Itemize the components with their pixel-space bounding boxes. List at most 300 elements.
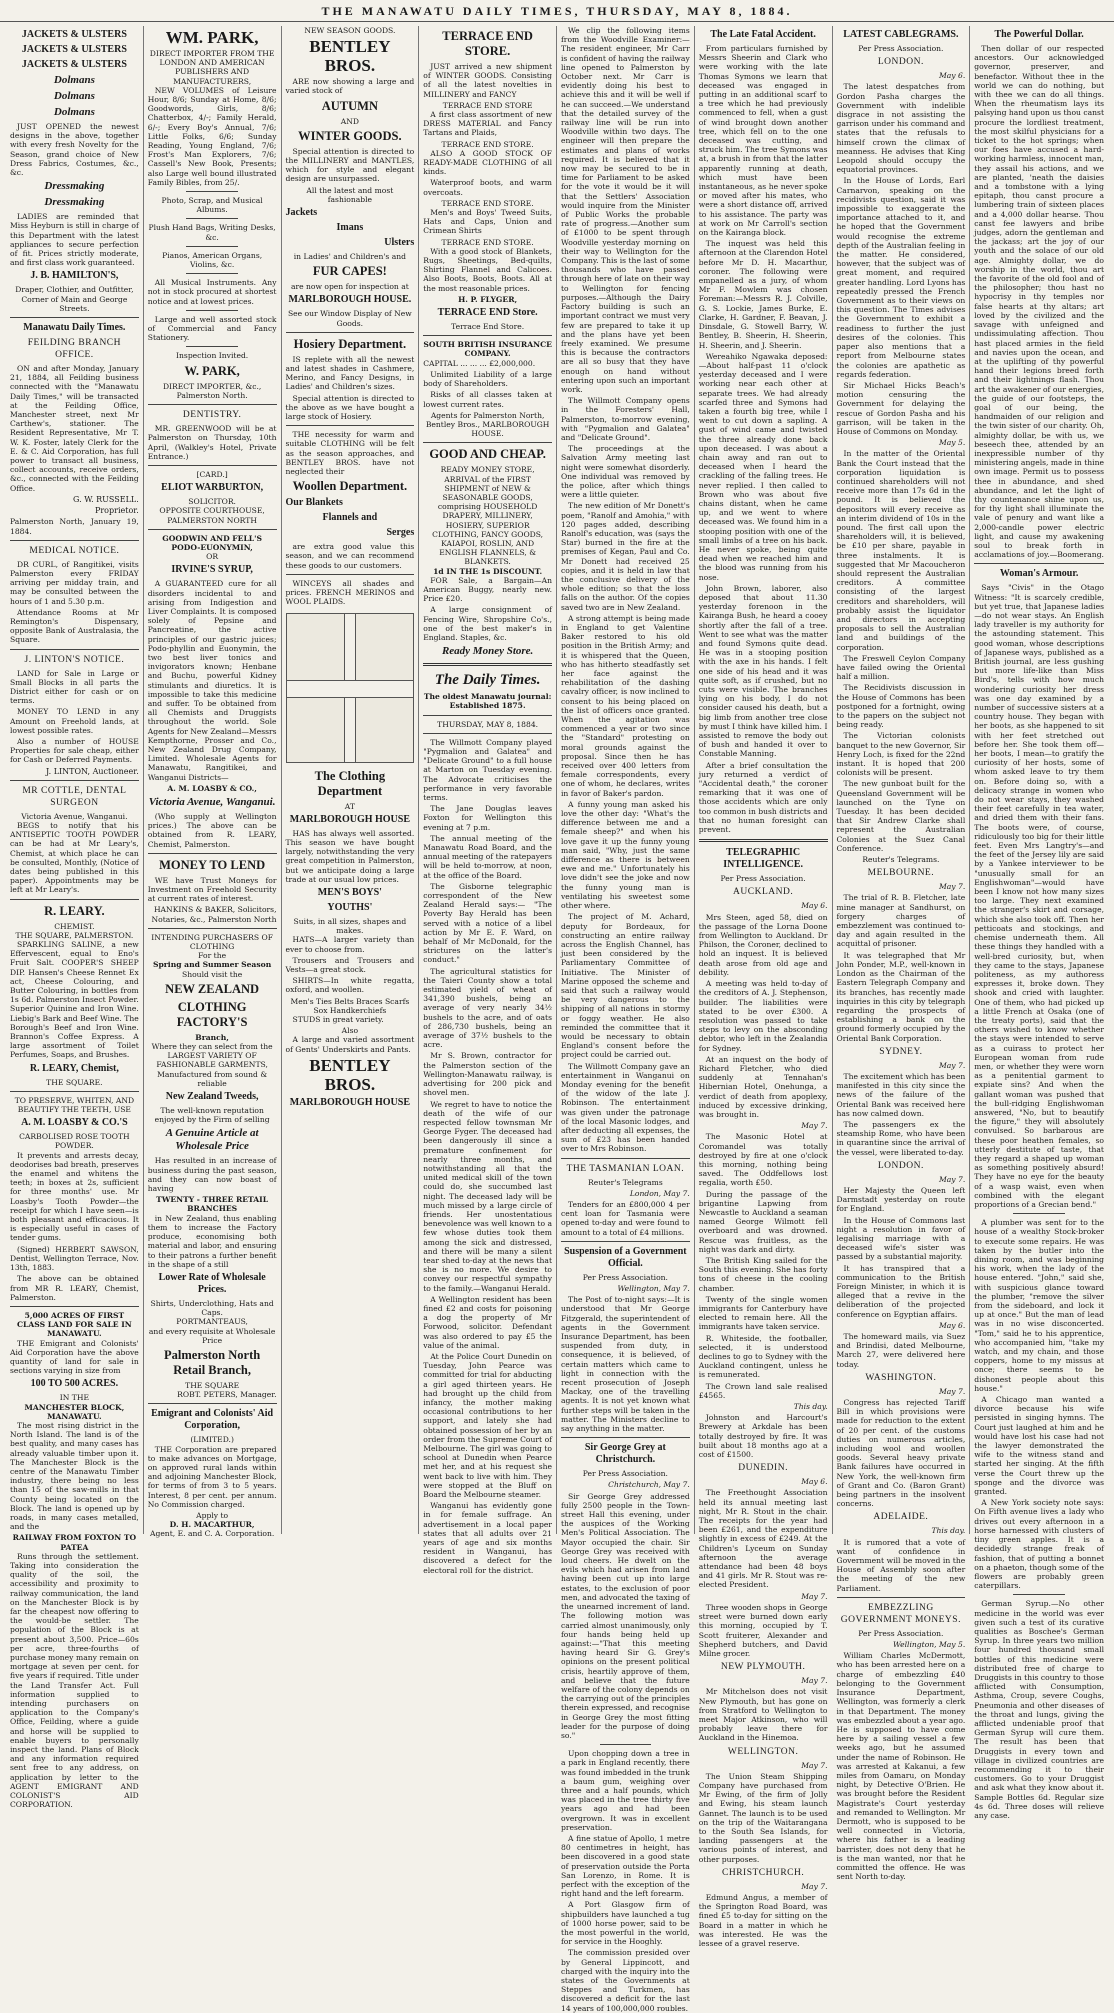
money-lend-text: WE have Trust Moneys for Investment on Freehold Security at current rates of interest.: [147, 875, 277, 904]
railway-text: Runs through the settlement. Taking into consideration the quality of the soil, the accessibility and proximity to railway communication, the land on the Manchester Block is by far the cheapest now offering to the would-be settler. The population of the Block is at present about 3,500. Price—60s per acre, three-fourths of purchase money many remain on mortgage at seven per cent. for five years if required. Title under the Land Transfer Act. Full information supplied to intending purchasers on application to the Company's Office, Feilding, where a guide and horse will be supplied to enable buyers to personally inspect the land. Plans of Block and any information required sent free to any address, on application by letter to the AGENT EMIGRANT AND COLONIST'S AID CORPORATION.: [10, 1551, 139, 1810]
fatal-text-3: Wereahiko Ngawaka deposed:—About half-past 11 o'clock yesterday deceased and I were working near each other at separate trees. We had already scarfed three and Symons had taken a fourth big tree, while I went to cut down a sapling. A gust of wind came and twisted the three already done back upon deceased. I was about a chain away and ran out to deceased when I heard the crackling of the falling trees. He never replied. I then called to Brown who was about five chains distant, when he came up, and we went to where deceased was. We found him in a stooping position with one of the small limbs of a tree on his back. He never spoke, being quite dead when we reached him and the blood was running from his nose.: [698, 351, 828, 582]
studs-text: STUDS in great variety.: [292, 1014, 384, 1024]
wellington-heading: WELLINGTON.: [727, 1746, 799, 1757]
divider: [837, 1597, 966, 1598]
auckland-date: May 6.: [801, 901, 828, 911]
divider: [699, 839, 828, 842]
leader-3: The annual meeting of the Manawatu Road Board, and the annual meeting of the ratepayers will be held to-morrow, at noon, at the office of the Board.: [423, 833, 552, 880]
dunedin-date-2: May 7.: [801, 1591, 828, 1601]
branch-label: Branch,: [195, 1032, 229, 1042]
wellington-prices: (Who supply at Wellington prices.) The above can be obtained from R. LEARY, Chemist, Palmerston.: [147, 812, 277, 849]
terrace-st-label: Terrace End Store.: [451, 322, 525, 332]
flyger-name: H. P. FLYGER,: [458, 294, 518, 304]
reuters-label: Reuter's Telegrams.: [862, 855, 940, 865]
palmerston-date: Palmerston North, January 19, 1884.: [10, 517, 139, 536]
london2-date-2: May 6.: [938, 1320, 966, 1330]
london-text-1: The latest despatches from Gordon Pasha charges the Government with indelible disgrace in not assisting the garrison under his command and states that the refusals to himself crown the climax of meanness. He advises that King Leopold should occupy the equatorial provinces.: [836, 82, 966, 175]
youths-label: YOUTHS': [327, 901, 373, 913]
bentley-text: ARE now showing a large and varied stock of: [285, 77, 415, 96]
london-text-5: The Freswell Ceylon Company have failed owing the Oriental half a million.: [836, 653, 966, 682]
washington-date: May 7.: [938, 1386, 966, 1396]
adelaide-text: It is rumored that a vote of want of confidence in Government will be moved in the House of Assembly soon after the meeting of the new Parliament.: [836, 1537, 966, 1593]
news-para-4: The new edition of Mr Donett's poem, "Ranolf and Amohia," with 120 pages added, describing Ranolf's education, was (says the Star) burned in the fire at the premises of Kegan, Paul and Co. Mr Donett had received 25 copies, and it is held in law that the conclusive delivery of the whole edition; so that the loss falls on the author. Of the copies saved two are in New Zealand.: [561, 501, 690, 612]
where-label: Where they can select from the: [151, 1042, 273, 1052]
emigrant-heading: Emigrant and Colonists' Aid Corporation,: [151, 1408, 274, 1432]
opened-text: JUST OPENED the newest designs in the above, together with every fresh Novelty for the Season, grand choice of New Dress Fabrics, Costumes, &c., &c.: [10, 122, 139, 178]
divider: [423, 442, 552, 443]
opposite-label: OPPOSITE COURTHOUSE, PALMERSTON NORTH: [159, 506, 265, 525]
agents-text: Agents for Palmerston North, Bentley Bros., MARLBOROUGH HOUSE.: [425, 410, 550, 439]
divider: [148, 529, 277, 530]
divider: [10, 317, 139, 318]
cottle-address: Victoria Avenue, Wanganui.: [21, 811, 128, 821]
desks-text: Plush Hand Bags, Writing Desks, &c.: [148, 223, 276, 242]
medical-text: DR CURL, of Rangitikei, visits Palmerston every FRIDAY arriving per midday train, and may be consulted between the hours of 1 and 5.30 p.m.: [10, 559, 139, 606]
nzcf-heading-1: NEW ZEALAND: [165, 981, 260, 996]
dunedin-text-1: The Freethought Association held its annual meeting last night, Mr R. Stout in the chair. The receipts for the year had been £261, and the expenditure slightly in excess of £249. At the Children's Lyceum on Sunday afternoon the average attendance had been 48 boys and 41 girls. Mr R. Stout was re-elected President.: [698, 1488, 828, 1590]
newplymouth-text: Mr Mitchelson does not visit New Plymouth, but has gone on from Stratford to Wellington to meet Major Atkinson, who will probably leave there for Auckland in the Hinemoa.: [698, 1687, 828, 1743]
dolmans-heading-3: Dolmans: [53, 106, 95, 118]
imans-label: Imans: [336, 222, 364, 234]
dunedin-date: May 6.: [801, 1477, 828, 1487]
woollen-heading: Woollen Department.: [292, 479, 408, 494]
divider: [423, 733, 552, 734]
london-text-6: The Recidivists discussion in the House of Commons has been postponed for a fortnight, owing to the papers on the subject not being ready.: [836, 683, 966, 730]
park-heading: WM. PARK,: [165, 28, 259, 47]
hankins-signature: HANKINS & BAKER, Solicitors, Notaries, &c., Palmerston North: [151, 905, 277, 924]
sbic-heading: SOUTH BRITISH INSURANCE COMPANY.: [423, 340, 552, 359]
auckland-text-1: Mrs Steen, aged 58, died on the passage of the Lorna Doone from Wellington to Auckland. Dr Philson, the Coroner, declined to hold an inquest. It is believed death arose from old age and debility.: [698, 912, 828, 977]
melbourne-heading: MELBOURNE.: [867, 868, 935, 879]
london2-date: May 7.: [938, 1174, 966, 1184]
news-para-7: The project of M. Achard, deputy for Bordeaux, for constructing an entire railway across the English Channel, has just been considered by the Parliamentary Committee of Initiative. The Minister of Marine opposed the scheme and said that such a railway would be very dangerous to the shipping of all nations in stormy or foggy weather. He also reminded the committee that it would be necessary to obtain England's consent before the project could be carried out.: [561, 912, 690, 1060]
divider: [148, 928, 277, 929]
feilding-heading: FEILDING BRANCH OFFICE.: [27, 338, 121, 361]
column-7: [833, 26, 971, 1882]
railway-heading: RAILWAY FROM FOXTON TO PATEA: [12, 1533, 137, 1552]
terrace-store-heading: TERRACE END Store.: [437, 307, 538, 319]
acres-heading: 5,000 ACRES OF FIRST CLASS LAND FOR SALE IN MANAWATU.: [17, 1310, 132, 1339]
firstclass-text: A first class assortment of new DRESS MATERIAL and Fancy Tartans and Plaids,: [423, 110, 552, 138]
melbourne-text-1: The trial of R. B. Fletcher, late mine manager at Sandhurst, on forgery charges of embezzlement was continued to-day and again resulted in the acquittal of prisoner.: [836, 893, 966, 949]
column-5: [557, 26, 695, 2013]
sydney-text-2: The passengers ex the steamship Rome, who have been in quarantine since the arrival of the vessel, were liberated to-day.: [836, 1119, 966, 1157]
auckland-heading: AUCKLAND.: [733, 887, 794, 898]
leader-5: The agricultural statistics for the Taieri County show a total estimated yield of wheat of 341,390 bushels, being an average of very nearly 34½ bushels to the acre, and of oats of 286,730 bushels, being an average of 37½ bushels to the acre.: [423, 966, 552, 1050]
dressmaking-text: LADIES are reminded that Miss Heyburn is still in charge of this Department with the latest appliances to secure perfection of fit. Prices strictly moderate, and first class work guaranteed.: [10, 212, 139, 268]
bentley-heading: BENTLEY BROS.: [309, 37, 391, 76]
mens-label: MEN'S BOYS': [317, 886, 382, 898]
london-text-2: In the House of Lords, Earl Carnarvon, speaking on the recidivists question, said it was impossible to exaggerate the importance attached to it, and he hoped that the Government would recognise the extreme depth of the Australian feeling in the matter. He considered, however, that the subject was of great moment, and required greater handling. Lord Lyons has repeatedly pressed the French Government as to their views on this question. The Times advises the Government to exhibit a readiness to further the just desires of the colonies. This paper also mentions that a report from Melbourne states the colonies are apathetic as regards federation.: [836, 176, 966, 379]
jackets-heading-3: JACKETS & ULSTERS: [21, 59, 127, 70]
leader-6: Mr S. Brown, contractor for the Palmerston section of the Wellington-Manawatu railway, is advertising for 200 pick and shovel men.: [423, 1051, 552, 1098]
london-text-7: The Victorian colonists banquet to the new Governor, Sir Henry Loch, is fixed for the 22nd instant. It is hoped that 200 colonists will be present.: [836, 731, 966, 778]
tasmanian-date: London, May 7.: [629, 1188, 690, 1198]
fatal-heading: The Late Fatal Accident.: [710, 29, 816, 40]
auckland-text-10: Johnston and Harcourt's Brewery at Arkdale has been totally destroyed by fire. It was built about 18 months ago at a cost of £1500.: [698, 1413, 828, 1460]
money-lend-heading: MONEY TO LEND: [159, 857, 266, 872]
hosiery-text: IS replete with all the newest and latest shades in Cashmere, Merino, and Fancy Designs, in Ladies' and Children's sizes.: [285, 354, 415, 392]
divider: [148, 853, 277, 854]
wellknown-text: The well-known reputation enjoyed by the Firm of selling: [154, 1106, 270, 1125]
irvine-text: A GUARANTEED cure for all disorders incidental to and arising from Indigestion and Liver Complaints. It is composed solely of Pepsine and Pancreatine, the active principles of our gastric juices; Podo-phyllin and Euonymin, the two best liver tonics and invigorators known; Henbane and Buchu, powerful Kidney stimulants and diuretics. It is impossible to take this medicine and suffer. To be obtained from all Chemists and Druggists throughout the world. Sole Agents for New Zealand—Messrs Kempthorne, Prosser and Co., New Zealand Drug Company, Limited. Wholesale Agents for Manawatu, Rangitikei, and Wanganui Districts—: [147, 579, 277, 782]
issue-date: THURSDAY, MAY 8, 1884.: [437, 719, 539, 729]
embezzling-text: William Charles McDermott, who has been arrested here on a charge of embezzling £40 belonging to the Government Insurance Department, Wellington, was formerly a clerk in that Department. The money was embezzled about a year ago. He is supposed to have come here by a sailing vessel a few weeks ago, but he assumed under the name of Robinson. He was arrested at Kakanui, a few miles from Oamaru, on Monday night, by Detective O'Brien. He was brought before the Resident Magistrate's Court yesterday and remanded to Wellington. Mr Dermott, who is supposed to be well connected in Victoria, where his father is a leading barrister, does not deny that he is the man wanted, nor that he committed the offence. He was sent North to-day.: [836, 1651, 966, 1882]
park2-heading: W. PARK,: [184, 363, 240, 378]
auckland-text-8: R. Whiteside, the footballer, selected, it is understood declines to go to Sydney with the Auckland contingent, unless he is remunerated.: [698, 1333, 828, 1380]
or-label: OR: [206, 552, 219, 562]
necessity-text: THE necessity for warm and suitable CLOTHING will be felt as the season approaches, and BENTLEY BROS. have not neglected their: [285, 430, 415, 477]
auckland-text-9: The Crown land sale realised £4565.: [698, 1381, 828, 1400]
divider: [10, 780, 139, 781]
washington-heading: WASHINGTON.: [865, 1372, 937, 1383]
column-2: [144, 26, 282, 1539]
leary2-heading: R. LEARY, Chemist,: [29, 1062, 119, 1074]
divider: [423, 335, 552, 336]
hosiery-heading: Hosiery Department.: [293, 336, 407, 351]
varied-text: A large and varied assortment of Gents' Underskirts and Pants.: [285, 1035, 415, 1054]
divider: [186, 218, 238, 219]
terrace-end-4: TERRACE END STORE.: [441, 237, 534, 247]
manchester-text: The most rising district in the North Island. The land is of the best quality, and many cases has already valuable timber upon it. The Manchester Block is the centre of the Manawatu Timber industry, there being no less than 15 of the saw-mills in that County being located on the Block. The land is opened up by roads, in many cases metalled, and the: [10, 1420, 139, 1532]
leader-8: A Wellington resident has been fined £2 and costs for poisoning a dog the property of Mr Forwood, solicitor. Defendant was also ordered to pay £5 the value of the animal.: [423, 1294, 552, 1350]
park2-address: Palmerston North.: [176, 390, 248, 400]
daily-times-title: The Daily Times.: [434, 672, 541, 689]
fencing-text: A large consignment of Fencing Wire, Shropshire Co's., one of the best maker's in England. Staples, &c.: [423, 605, 552, 642]
hamilton-address: Draper, Clothier, and Outfitter, Corner of Main and George Streets.: [15, 285, 134, 313]
should-visit: Should visit the: [182, 969, 243, 979]
melbourne-text-2: It was telegraphed that Mr John Ponder, M.P., well-known in London as the Chairman of the Eastern Telegraph Company and its branches, has recently made inquiries in this city by telegraph regarding the prospects of establishing a bank on the ground formerly occupied by the Oriental Bank Corporation.: [836, 950, 966, 1043]
linton-heading: J. LINTON'S NOTICE.: [24, 654, 125, 665]
intending-heading: INTENDING PURCHASERS OF CLOTHING: [151, 932, 273, 952]
armour-heading: Woman's Armour.: [999, 568, 1079, 580]
sydney-date: May 7.: [938, 1060, 966, 1070]
news-para-9: Upon chopping down a tree in a park in England recently, there was found imbedded in the trunk a baum gum, weighing over three and a half pounds, which was placed in the tree thirty five years ago and had been overgrown. It was in excellent preservation.: [561, 1749, 690, 1832]
divider: [186, 346, 238, 347]
suits-label: Suits, in all sizes, shapes and makes.: [293, 916, 407, 936]
embezzling-date: Wellington, May 5.: [892, 1640, 966, 1650]
divider: [423, 715, 552, 716]
jackets-heading-1: JACKETS & ULSTERS: [21, 29, 127, 40]
sydney-text-1: The excitement which has been manifested in this city since the news of the failure of the Oriental Bank was received here has now calmed down.: [836, 1071, 966, 1118]
newplymouth-date: May 7.: [801, 1676, 828, 1686]
greenwood-text: MR. GREENWOOD will be at Palmerston on Thursday, 10th April, (Walkley's Hotel, Private Entrance.): [147, 424, 277, 461]
newplymouth-heading: NEW PLYMOUTH.: [720, 1662, 806, 1673]
divider: [148, 404, 277, 405]
winter-heading: WINTER GOODS.: [298, 128, 402, 143]
ties-text: Men's Ties Belts Braces Scarfs Sox Handkerchiefs: [290, 996, 410, 1015]
shirts-text: SHIRTS—In white regatta, oxford, and woollen.: [285, 976, 415, 995]
grey-heading: Sir George Grey at Christchurch.: [584, 1442, 666, 1466]
street-map: [286, 613, 415, 763]
jackets-heading-2: JACKETS & ULSTERS: [21, 44, 127, 55]
ppa-label: Per Press Association.: [720, 874, 806, 884]
inspection-text: Inspection Invited.: [176, 351, 249, 361]
news-para-11: A Port Glasgow firm of shipbuilders have launched a tug of 1000 horse power, said to be the most powerful in the world, for service in the Hooghly.: [561, 1900, 690, 1947]
marlborough-heading: MARLBOROUGH HOUSE.: [288, 294, 412, 306]
rms2-heading: Ready Money Store.: [441, 645, 534, 658]
instruments-text: All Musical Instruments. Any not in stock procured at shortest notice and at lowest prices.: [147, 278, 277, 306]
good-cheap-heading: GOOD AND CHEAP.: [429, 447, 546, 462]
rms-heading: READY MONEY STORE,: [440, 465, 535, 475]
chicago-text: A Chicago man wanted a divorce because his wife persisted in singing hymns. The Court just laughed at him and he would have lost his case had not the lawyer demonstrated the wife to the witness stand and started her singing. At the fifth verse the Court threw up the sponge and the divorce was granted.: [974, 1395, 1104, 1497]
linton-signature: J. LINTON, Auctioneer.: [46, 766, 139, 776]
adelaide-heading: ADELAIDE.: [873, 1512, 929, 1523]
albums-text: Photo, Scrap, and Musical Albums.: [161, 196, 263, 215]
requisites-label: and every requisite at Wholesale Price: [148, 1326, 276, 1345]
hamilton-name: J. B. HAMILTON'S,: [30, 270, 119, 282]
terrace-end-1: TERRACE END STORE: [442, 100, 533, 110]
embezzling-heading: EMBEZZLING GOVERNMENT MONEYS.: [840, 1602, 961, 1625]
auckland-date-2: May 7.: [801, 1121, 828, 1131]
leader-4: The Gisborne telegraphic correspondent of the New Zealand Herald says:— "The Poverty Bay Herald has been served with a notice of a libel action by Mr E. F. Ward, on behalf of Mr McDonald, for the strictures on the latter's conduct.": [423, 881, 552, 965]
loasby-heading: A. M. LOASBY & CO.'S: [21, 1117, 128, 1129]
park2-sub: DIRECT IMPORTER, &c.,: [162, 381, 262, 391]
branches-text: in New Zealand, thus enabling them to increase the Factory produce, economising both material and labor, and ensuring to their patrons a further benefit in the shape of a still: [147, 1213, 277, 1269]
park-sub: DIRECT IMPORTER FROM THE LONDON AND AMERICAN PUBLISHERS AND MANUFACTURERS,: [149, 49, 275, 86]
leary-heading: R. LEARY.: [44, 903, 105, 918]
auckland-text-3: At an inquest on the body of Richard Fletcher, who died suddenly at Tennahan's Hibernian Hotel, Onehunga, a verdict of death from apoplexy, induced by excessive drinking, was brought in.: [698, 1054, 828, 1119]
tweeds-heading: New Zealand Tweeds,: [165, 1091, 259, 1103]
capital-text: CAPITAL ... ... ... £2,000,000.: [423, 358, 536, 368]
serges-text: are extra good value this season, and we can recommend these goods to our customers.: [285, 542, 415, 570]
twenty-heading: TWENTY - THREE RETAIL: [156, 1195, 269, 1205]
divider: [1013, 1213, 1065, 1214]
divider: [423, 663, 552, 666]
news-para-1: We clip the following items from the Woodville Examiner:—The resident engineer, Mr Carr is confident of having the railway line opened to Palmerston by October next. Mr Carr is evidently doing his best to achieve this and it will be well if he can succeed.—We understand that the detailed survey of the railway line will be run into Woodville within two days. The engineer will then prepare the estimates and plans of works required. It is believed that it now may be secured to be in time for Parliament to be asked for the vote it would be it will that the Settlers' Association would inquire from the Minister of Public Works the probable rate of progress.—Another sum of £1000 to be spent through Woodville yesterday morning on their way to Wellington for the Company. This is the last of some thousands who have passed through here of late on their way to Wellington for fencing purposes.—Although the Dairy Factory building is such an important contract we must very few are prepared to take it up and the plans have yet been freely examined. We presume this is because the contractors are all so busy that they have enough on hand without entering upon such an important work.: [561, 26, 690, 394]
arrival-text: ARRIVAL of the FIRST SHIPMENT of NEW & SEASONABLE GOODS, comprising HOUSEHOLD DRAPERY, MILLINERY, HOSIERY, SUPERIOR CLOTHING, FANCY GOODS, KAIAPOI, ROSLIN, AND ENGLISH FLANNELS, & BLANKETS.: [432, 474, 544, 567]
peters-signature: ROBT. PETERS, Manager.: [177, 1390, 277, 1400]
branches-heading: BRANCHES: [187, 1204, 238, 1214]
terrace-end-2: TERRACE END STORE.: [441, 139, 534, 149]
reuters-label: Reuter's Telegrams: [588, 1177, 663, 1187]
for-the: For the: [198, 951, 227, 961]
fatal-text-1: From particulars furnished by Messrs Sheerin and Clark who were working with the late Thomas Symons we learn that deceased was engaged in putting in an additional scarf to a tree which he had previously commenced to fell, when a gust of wind brought down another tree, which fell on to the one deceased was cutting, and struck him. The tree Symons was at, a brush in from that the latter apparently running at death, which must have been instantaneous, as he never spoke or moved after his mates, who were a short distance off, arrived to his assistance. The party was at work on Mr Carroll's section on the Kairanga block.: [698, 44, 828, 238]
manufactured-label: Manufactured from sound & reliable: [157, 1069, 268, 1088]
divider: [561, 1241, 690, 1242]
divider: [1013, 1594, 1065, 1595]
land-text: LAND for Sale in Large or Small Blocks in all parts the District either for cash or on terms.: [10, 668, 139, 706]
divider: [148, 465, 277, 466]
divider: [186, 310, 238, 311]
wellington-date: May 7.: [801, 1760, 828, 1770]
largest-label: LARGEST VARIETY OF FASHIONABLE GARMENTS,: [156, 1051, 268, 1070]
serges-label: Serges: [386, 527, 415, 539]
tasmanian-heading: THE TASMANIAN LOAN.: [566, 1163, 685, 1174]
victoria-heading: Victoria Avenue, Wanganui.: [148, 796, 276, 808]
ladies-label: in Ladies' and Children's and: [293, 252, 407, 262]
cablegrams-heading: LATEST CABLEGRAMS.: [843, 29, 959, 40]
news-para-6: A funny young man asked his love the other day: "What's the difference between me and a female sheep?" and when his love gave it up the funny young man said, "Why, just the same difference as there is between ewe and me." Unfortunately his love didn't see the joke and now the funny young man is ventilating his sweetest some other where.: [561, 799, 690, 911]
carbolised-text: It prevents and arrests decay, deodorises bad breath, preserves the enamel and whitens the teeth; in boxes at 2s, sufficient for three months' use. Mr Loasby's Tooth Powder—the receipt for which I have seen—is both pleasant and efficacious. It is especially useful in cases of tender gums.: [10, 1150, 139, 1243]
pn-branch-heading: Palmerston North Retail Branch,: [164, 1347, 261, 1377]
blankets-label: Our Blankets: [285, 497, 343, 509]
medical-heading: MEDICAL NOTICE.: [29, 545, 120, 556]
divider: [186, 246, 238, 247]
terrace-text: JUST arrived a new shipment of WINTER GOODS. Consisting of all the latest novelties in MILLINERY and FANCY: [423, 62, 552, 99]
agent-label: Agent, E. and C. A. Corporation.: [149, 1529, 275, 1539]
news-para-5: A strong attempt is being made in England to get Valentine Baker restored to his old position in the British Army; and it is whispered that the Queen, who has hitherto steadfastly set her face against the rehabilitation of the dashing cavalry officer, is now inclined to consent to his being placed on the list of officers once granted. When the agitation was commenced a year or two since the "Standard" protesting on moral grounds against the proposal. Since then he has received over 400 letters from female correspondents, every one of whom, he declares, writes in favor of Baker's pardon.: [561, 613, 690, 798]
risks-text: Risks of all classes taken at lowest current rates.: [423, 390, 552, 409]
autumn-heading: AUTUMN: [321, 98, 378, 113]
carbolised-heading: CARBOLISED ROSE TOOTH POWDER.: [19, 1132, 130, 1151]
discount-text: 1d IN THE 1s DISCOUNT.: [433, 566, 543, 576]
money-text: MONEY TO LEND in any Amount on Freehold lands, at lowest possible rates.: [10, 707, 139, 735]
newyork-text: A New York society note says: On Fifth avenue lives a lady who drives out every afternoon in a horse harnessed with clusters of tiny green apples. It is a decidedly strange freak of fashion, that of putting a bonnet on a phaeton, though some of the flowers are probably green caterpillars.: [974, 1498, 1104, 1591]
feilding-text: ON and after Monday, January 21, 1884, all Feilding business connected with the "Manawatu Daily Times," will be transacted at the Feilding Office, Manchester street, next Mr Carthew's, stationer. The Resident Representative, Mr T. W. K. Foster, lately Clerk for the E. & C. Aid Corporation, has full power to transact all business, collect accounts, receive orders, &c., connected with the Feilding Office.: [10, 364, 139, 493]
attendance-text: Attendance Rooms at Mr Remington's Dispensary, opposite Bank of Australasia, the Square.: [10, 607, 139, 645]
leader-2: The Jane Douglas leaves Foxton for Wellington this evening at 7 p.m.: [423, 804, 552, 832]
apply-label: Apply to: [196, 1510, 229, 1520]
suspension-date: Wellington, May 7.: [617, 1284, 690, 1293]
stationery-text: Large and well assorted stock of Commercial and Fancy Stationery.: [147, 314, 277, 343]
map-road-horizontal: [287, 680, 414, 698]
bentley-bottom-heading: BENTLEY BROS.: [309, 1055, 391, 1094]
column-4: [419, 26, 557, 1575]
dolmans-heading-2: Dolmans: [53, 90, 95, 102]
divider: [10, 540, 139, 541]
resulted-text: Has resulted in an increase of business during the past season, and they can now boast of having: [147, 1156, 277, 1194]
acres-range: 100 TO 500 ACRES.: [30, 1378, 119, 1390]
auckland-text-5: During the passage of the brigantine Lapwing from Newcastle to Auckland a seaman named George Wilmott fell overboard and was drowned. Rescue was fruitless, as the night was dark and dirty.: [698, 1189, 828, 1254]
buggy-text: FOR Sale, a Bargain—An American Buggy, nearly new. Price £20.: [423, 575, 552, 604]
german-syrup-text: German Syrup.—No other medicine in the world was ever given such a test of its curative qualities as Boschee's German Syrup. In three years two million four hundred thousand small bottles of this medicine were distributed free of charge to Druggists in this country to those afflicted with Consumption, Asthma, Croup, severe Coughs, Pneumonia and other diseases of the throat and lungs, giving the afflicted undeniable proof that German Syrup will cure them. The result has been that Druggists in every town and village in civilized countries are recommending it to their customers. Go to your Druggist and ask what they know about it. Sample Bottles 6d. Regular size 4s 6d. Three doses will relieve any case.: [974, 1599, 1104, 1820]
blankets-text: With a good stock of Blankets, Rugs, Sheetings, Bed-quilts, Shirting Flannel and Calicoes. Also Boots, Boots, Boots. All at the most reasonable prices.: [423, 246, 552, 293]
armour-text: Says "Civis" in the Otago Witness: "It is scarcely credible, but yet true, that Japanese ladies—do not wear stays. An English lady traveller is my authority for the astounding statement. This good woman, whose descriptions of Japanese ways, published as a British journal, are less gushing but more life-like than Miss Bird's, tells with how much wondering curiosity her dress was one day examined by a number of successive sisters at a country house. They began with her boots, as she happened to sit with her feet stretched out before her. She took them off—her boots, I mean—to gratify the curiosity of her hosts, some of whom asked leave to try them on. Before doing so, with a delicacy strange in women who do not wear stays, they washed their feet carefully in tea water, and dried them with their fans. The boots were, of course, ridiculously too big for their little feet. Even Mrs Langtry's—and the feet of the Jersey lily are said by a Yankee interviewer to be "unusually small for an Englishwoman"—would have been I know not how many sizes too large. They next examined the stranger's skirt and corsage, which she also took off. Then her petticoats and stockings, and chemise underneath them. All these things they handled with a well-bred curiosity, but, when they came to the stays, Japanese politeness, as my authoress expresses it, broke down. They shook and cried with laughter. One of them, who had picked up a little French at Osaka (one of the treaty ports), said that the others wished to know whether the stays were intended to serve as a cuirass to protect her European woman from rude men, or whether they were worn as a penitential garment to expiate sins? And when the gallant woman was pushed that the bull-ridging Englishwoman answered, "No, but to beautify the figure," they will absolutely convulsed. So barbarous are these poor heathen females, so utterly destitute of taste, that they regard a shaped up woman as something positively absurd! They have no eye for the beauty of a wasp waist, even when combined with the elegant proportions of a Grecian bend.": [974, 583, 1104, 1209]
oldest-text: The oldest Manawatu journal: Established 1875.: [423, 692, 552, 711]
irvine-heading: IRVINE'S SYRUP,: [171, 564, 253, 576]
window-text: See our Window Display of New Goods.: [287, 309, 412, 328]
news-para-8: The Willmott Company gave an entertainment in Wanganui on Monday evening for the benefit of the widow of the late J. Robinson. The entertainment was given under the patronage of the local Masonic lodges, and after deducting all expenses, the sum of £23 has been handed over to Mrs Robinson.: [561, 1061, 690, 1154]
park-text: NEW VOLUMES of Leisure Hour, 8/6; Sunday at Home, 8/6; Goodwords, Girls, 8/6; Chatterbox, 4/-; Family Herald, 6/-; Every Boy's Annual, 7/6; Little Folks, 6/6; Sunday Reading, Young England, 7/6; Frost's Man Explorers, 7/6; Cassell's New Book, Presents; also Large well bound illustrated Family Bibles, from 25/.: [147, 85, 277, 187]
preserve-heading: TO PRESERVE, WHITEN, AND BEAUTIFY THE TEETH, USE: [14, 1095, 135, 1115]
furcapes-heading: FUR CAPES!: [312, 264, 387, 279]
leary2-sub: THE SQUARE.: [46, 1077, 103, 1087]
auckland-text-2: A meeting was held to-day of the creditors of A. J. Stephenson, builder. The liabilities were stated to be over £300. A resolution was passed to take steps to levy on the absconding debtor, who left in the Zealandia for Sydney.: [698, 979, 828, 1053]
divider: [286, 332, 415, 333]
london2-text-1: Her Majesty the Queen left Darmstadt yesterday on route for England.: [836, 1185, 966, 1214]
news-para-12: The commission presided over by General Lippincott, and charged with the inquiry into the states of the Governments at Steppes and Turkmen, has discovered a deficit for the last 14 years of 100,000,000 roubles.: [561, 1948, 690, 2013]
masthead: THE MANAWATU DAILY TIMES, THURSDAY, MAY 8, 1884.: [0, 0, 1114, 22]
news-para-10: A fine statue of Apollo, 1 metre 80 centimetres in height, has been discovered in a good state of preservation outside the Porta San Lorenzo, in Rome. It is perfect with the exception of the right hand and the left forearm.: [561, 1833, 690, 1899]
auckland-text-6: The British King sailed for the South this evening. She has forty tons of cheese in the cooling chamber.: [698, 1255, 828, 1293]
chemist-label: CHEMIST.: [54, 921, 95, 931]
london2-heading: LONDON.: [877, 1160, 924, 1171]
dunedin-text-2: Three wooden shops in George street were burned down early this morning, occupied by T. Scott fruiterer, Alexander and Shepherd butchers, and David Milne grocer.: [698, 1602, 828, 1658]
hats-text: HATS—A larger variety than ever to choose from.: [285, 935, 415, 954]
clothing-text: HAS has always well assorted. This season we have bought largely, notwithstanding the very great competition in Palmerston, but we anticipate doing a large trade at our usual low prices.: [285, 828, 415, 884]
leary-items: SPARKLING SALINE, a new Effervescent, equal to Eno's Fruit Salt. COOPER'S SHEEP DIP. Hansen's Cheese Rennet Ex act, Cheese Colouring, and Butter Colouring, in bottles from 1s 6d. Palmerston Insect Powder. Superior Quinine and Iron Wine. Liebig's Bark and Beef Wine. The Borough's Beef and Iron Wine. Brannon's Coffee Express. A large assortment of Toilet Perfumes, Soaps, and Brushes.: [10, 940, 139, 1060]
cottle-text: BEGS to notify that his ANTISEPTIC TOOTH POWDER can be had at Mr Leary's, Chemist, at which place he can be consulted, Monthly, (Notice of dates being published in this paper). Appointments may be left at Mr Leary's.: [10, 820, 139, 895]
boots-text: Waterproof boots, and warm overcoats.: [423, 178, 552, 197]
also-good-text: ALSO A GOOD STOCK OF READY-MADE CLOTHING of all kinds.: [423, 148, 552, 177]
manchester-heading: MANCHESTER BLOCK, MANAWATU.: [24, 1402, 125, 1421]
ppa2-label: Per Press Association.: [582, 1469, 668, 1479]
suspension-text: The Post of to-night says:—It is understood that Mr George Fitzgerald, the superintendent of agents in the Government Insurance Department, has been suspended from duty, in consequence, it is believed, of certain matters which came to light in connection with the recent prosecution of Joseph Mackay, one of the travelling agents. It is not yet known what further steps will be taken in the matter. The Ministers decline to say anything in the matter.: [561, 1295, 690, 1434]
london-text-8: The new gunboat built for the Queensland Government will be launched on the Tyne on Tuesday. It has been decided that Sir Andrew Clarke shall represent the Australian Colonies at the Suez Canal Conference.: [836, 779, 966, 853]
wellington-text: The Union Steam Shipping Company have purchased from Mr Ewing, of the firm of Jolly and Ewing, his steam launch Gannet. The launch is to be used on the trip of the Waitarangana to the South Sea Islands, for landing passengers at the various points of interest, and other purposes.: [698, 1771, 828, 1864]
leader-9: At the Police Court Dunedin on Tuesday, John Pearce was committed for trial for abducting a girl aged thirteen years. He had brought up the child from infancy, the mother making occasional contributions to her support, and lately she had obtained possession of her by an order from the Supreme Court of Melbourne. The girl was going to school at Dunedin when Pearce met her, and at his request she went back to live with him. They were stopped at the Bluff on Board the Melbourne steamer.: [423, 1351, 552, 1500]
ppa-label: Per Press Association.: [582, 1272, 668, 1282]
fatal-text-4: John Brown, laborer, also deposed that about 11.30 yesterday forenoon in the Kairanga Bush, he heard a cooey shortly after the fall of a tree. Went to see what was the matter and found Symons quite dead. He was in a stooping position with the axe in his hands. I felt one side of his head and it was quite soft, as if crushed, but no cuts were visible. The branches lying on his body, I do not consider caused his death, but a big limb from another tree close by must I think have killed him. I assisted to remove the body out of bush and handed it over to Constable Manning.: [698, 583, 828, 759]
mdt-heading: Manawatu Daily Times.: [23, 322, 126, 334]
leader-1: The Willmott Company played "Pygmalion and Galatea" and "Delicate Ground" to a full house at Marton on Tuesday evening. The Advocate criticises the performance in very favorable terms.: [423, 737, 552, 802]
fashionable-text: All the latest and most fashionable: [306, 185, 394, 204]
column-1: [6, 26, 144, 1810]
warburton-heading: ELIOT WARBURTON,: [161, 482, 264, 494]
special-text: Special attention is directed to the MILLINERY and MANTLES, which for style and elegant design are unsurpassed.: [285, 146, 415, 184]
also-label: Also: [341, 1026, 359, 1036]
sydney-heading: SYDNEY.: [879, 1046, 923, 1057]
terrace-end-3: TERRACE END STORE.: [441, 198, 534, 208]
column-3: [282, 26, 420, 1534]
house-text: Also a number of HOUSE Properties for sale cheap, either for Cash or Deferred Payments.: [10, 736, 139, 765]
divider: [286, 574, 415, 575]
grey-text: Sir George Grey addressed fully 2500 people in the Town-street Hall this evening, under the auspices of the Working Men's Political Association. The Mayor occupied the chair. Sir George Grey was received with loud cheers. He dwelt on the evils which had arisen from land having been cut up into large estates, to the exclusion of poor men, and advocated the taxing of the unearned increment of land. The following motion was carried almost unanimously, only four hands being held up against:—"That this meeting having heard Sir G. Grey's opinions on the present political crisis, heartily approve of them, and believe that the future welfare of the colony depends on the carrying out of the principles therein expressed, and recognise in George Grey the most fitting leader for the purpose of doing so.": [561, 1491, 690, 1740]
divider: [600, 1744, 652, 1745]
nsg-heading: NEW SEASON GOODS.: [304, 26, 396, 35]
pianos-text: Pianos, American Organs, Violins, &c.: [162, 250, 263, 270]
flannels-label: Flannels and: [322, 512, 378, 524]
open-label: are now open for inspection at: [290, 282, 409, 292]
genuine-heading: A Genuine Article at Wholesale Price: [165, 1127, 259, 1153]
auckland-text-4: The Masonic Hotel at Coromandel was totally destroyed by fire at one o'clock this morning, nothing being saved. The Oddfellows lost regalia, worth £50.: [698, 1132, 828, 1188]
fatal-text-5: After a brief consultation the jury returned a verdict of "Accidental death," the coroner remarking that it was one of those accidents which are only too common in bush districts and that no human foresight can prevent.: [698, 760, 828, 835]
divider: [561, 1437, 690, 1438]
christchurch-date: May 7.: [801, 1881, 828, 1891]
dressmaking-heading-2: Dressmaking: [44, 196, 105, 209]
plumber-text: A plumber was sent for to the house of a wealthy Stock-broker to execute some repairs. He was taken by the butler into the dining room, and was beginning his work, when the lady of the house entered. "John," said she, with suspicious glance toward the plumber, "remove the silver from the sideboard, and lock it up at once." But the man of lead was in no wise disconcerted. "Tom," said he to his apprentice, who accompanied him, "take my watch, and my chain, and those coppers, home to my missus at once; there seems to be dishonest people about this house.": [974, 1218, 1104, 1393]
london-text-3: Sir Michael Hicks Beach's motion censuring the Government for delaying the rescue of Gordon Pasha and his garrison, will be taken in the House of Commons on Monday.: [836, 380, 966, 436]
unlimited-text: Unlimited Liability of a large body of Shareholders.: [423, 369, 552, 389]
news-para-3: The proceedings at the Salvation Army meeting last night were somewhat disorderly. One individual was removed by the police, after which things were a little quieter.: [561, 444, 690, 500]
dentistry-heading: DENTISTRY.: [182, 410, 242, 421]
telegraphic-heading: TELEGRAPHIC INTELLIGENCE.: [723, 847, 803, 871]
goodwin-heading: GOODWIN AND FELL'S PODO-EUONYMIN,: [162, 533, 262, 552]
dressmaking-heading-1: Dressmaking: [44, 180, 105, 193]
winceys-text: WINCEYS all shades and prices. FRENCH MERINOS and WOOL PLAIDS.: [285, 578, 415, 607]
london-heading: LONDON.: [877, 57, 924, 68]
carbolised-signature: (Signed) HERBERT SAWSON, Dentist, Wellington Terrace, Nov. 13th, 1883.: [10, 1244, 139, 1273]
proprietor-label: Proprietor.: [94, 506, 139, 516]
tasmanian-text: Tenders for an £800,000 4 per cent loan for Tasmania were opened to-day and were found to amount to a total of £4 millions.: [561, 1199, 690, 1237]
divider: [10, 899, 139, 900]
leader-7: We regret to have to notice the death of the wife of our respected fellow townsman Mr George Fyger. The deceased had been dangerously ill since a premature confinement for nearly three months, and notwithstanding all that the united medical skill of the town could do, she succumbed last night. The deceased lady will be much missed by a large circle of friends. Her unostentatious benevolence was well known to a few whose duties took them among the sick and distressed, and there will be many a silent tear shed to-day at the news that she is no more. We desire to convey our respectful sympathy to the family.—Wanganui Herald.: [423, 1099, 552, 1293]
corporation-text: THE Corporation are prepared to make advances on Mortgage, on approved rural lands within and adjoining Manchester Block, for terms of from 3 to 5 years. Interest, 8 per cent. per annum. No Commission charged.: [147, 1444, 277, 1509]
dollar-heading: The Powerful Dollar.: [994, 29, 1084, 40]
tweed-text: Men's and Boys' Tweed Suits, Hats and Caps, Union and Crimean Shirts: [423, 208, 552, 236]
divider: [186, 273, 238, 274]
solicitor-label: SOLICITOR.: [188, 497, 236, 507]
macarthur-name: D. H. MACARTHUR,: [169, 1520, 255, 1530]
auckland-date-3: This day.: [793, 1402, 828, 1412]
acres-text: THE Emigrant and Colonists' Aid Corporation have the above quantity of land for sale in sections varying in size from: [10, 1338, 139, 1376]
dolmans-heading-1: Dolmans: [53, 74, 95, 86]
grey-date: Christchurch, May 7.: [608, 1480, 690, 1490]
lower-heading: Lower Rate of Wholesale Prices.: [158, 1271, 266, 1295]
limited-label: (LIMITED.): [190, 1435, 234, 1445]
london2-text-4: The homeward mails, via Suez and Brindisi, dated Melbourne, March 27, were delivered here today.: [836, 1332, 966, 1369]
christchurch-heading: CHRISTCHURCH.: [722, 1867, 805, 1878]
suspension-heading: Suspension of a Government Official.: [564, 1245, 687, 1269]
trousers-text: Trousers and Trousers and Vests—a great stock.: [285, 955, 415, 974]
fatal-text-2: The inquest was held this afternoon at the Clarendon Hotel before Mr D. H. Macarthur, coroner. The following were empanelled as a jury, of whom Mr F. Mowlem was chosen Foreman:—Messrs R. J. Colville, G. S. Lockie, James Burke, E. Clarke, H. Gardner, F. Beavan, J. Dinsdale, G. Stowell Barry, W. Bentley, B. Sheerin, H. Sheerin, H. Sheerin, and J. Sheerin.: [698, 239, 828, 350]
loasby2-heading: A. M. LOASBY & CO.,: [167, 783, 257, 793]
divider: [561, 1158, 690, 1159]
auckland-text-7: Twenty of the single women immigrants for Canterbury have elected to remain here. All the immigrants have taken service.: [698, 1294, 828, 1332]
london2-text-2: In the House of Commons last night a resolution in favor of legalising marriage with a deceased wife's sister was passed by a substantial majority.: [836, 1215, 966, 1262]
divider: [974, 563, 1104, 564]
